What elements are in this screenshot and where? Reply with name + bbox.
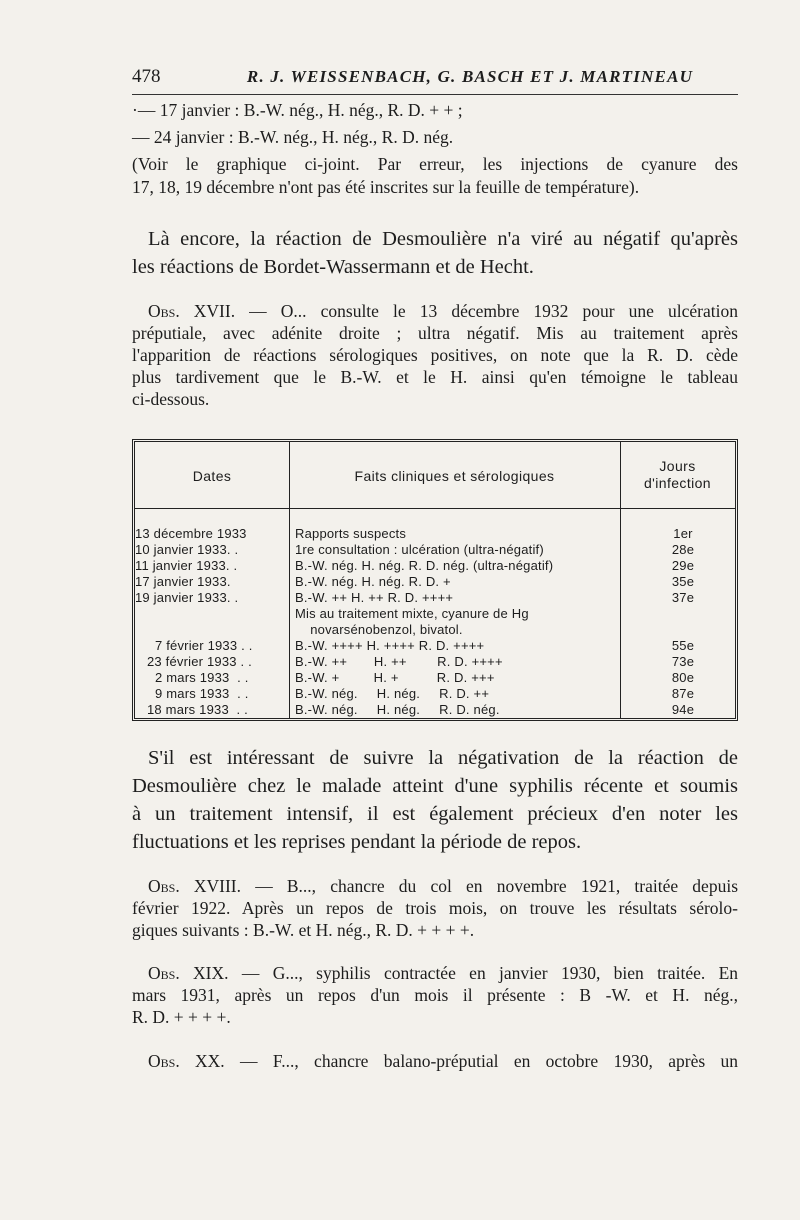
- table-row-5-faits: B.-W. ++ H. ++ R. D. ++++: [295, 590, 454, 605]
- table-row-10-date: 2 mars 1933 . .: [155, 670, 249, 685]
- table-row-2-jours: 28e: [671, 542, 695, 557]
- header-faits: Faits cliniques et sérologiques: [354, 468, 555, 484]
- obs18-label: Obs. XVIII.: [148, 876, 242, 896]
- obs17-line-5: ci-dessous.: [132, 389, 210, 409]
- table-row-11-faits: B.-W. nég. H. nég. R. D. ++: [295, 686, 490, 701]
- obs18-text-1: — B..., chancre du col en novembre 1921, traitée depuis: [241, 876, 738, 896]
- table-row-5-date: 19 janvier 1933. .: [135, 590, 239, 605]
- table-row-1-date: 13 décembre 1933: [135, 526, 247, 541]
- obs17-line-3: l'apparition de réactions sérologiques positives, on note que la R. D. cède: [132, 345, 738, 365]
- table-row-1-jours: 1er: [673, 526, 693, 541]
- obs19-label: Obs. XIX.: [148, 963, 229, 983]
- header-rule-faits: [289, 508, 620, 509]
- table-row-6-faits: Mis au traitement mixte, cyanure de Hg: [295, 606, 529, 621]
- table-row-10-jours: 80e: [671, 670, 695, 685]
- header-rule-dates: [135, 508, 289, 509]
- para1-line-3: (Voir le graphique ci-joint. Par erreur, les injections de cyanure des: [132, 154, 738, 174]
- obs19-text-1: — G..., syphilis contractée en janvier 1930, bien traitée. En: [228, 963, 739, 983]
- para1-line-1: ·— 17 janvier : B.-W. nég., H. nég., R. D. + + ;: [132, 100, 463, 120]
- table-row-2-date: 10 janvier 1933. .: [135, 542, 239, 557]
- obs17-line-2: préputiale, avec adénite droite ; ultra négatif. Mis au traitement après: [132, 323, 738, 343]
- table-row-12-faits: B.-W. nég. H. nég. R. D. nég.: [295, 702, 500, 717]
- table-row-1-faits: Rapports suspects: [295, 526, 407, 541]
- obs18-line-2: février 1922. Après un repos de trois mois, on trouve les résultats sérolo-: [132, 898, 738, 918]
- table-row-4-faits: B.-W. nég. H. nég. R. D. +: [295, 574, 451, 589]
- para3-line-2: Desmoulière chez le malade atteint d'une syphilis récente et soumis: [132, 775, 738, 797]
- table-row-11-date: 9 mars 1933 . .: [155, 686, 249, 701]
- table-row-8-date: 7 février 1933 . .: [155, 638, 253, 653]
- para3-line-1: S'il est intéressant de suivre la négativation de la réaction de: [148, 747, 738, 769]
- obs18-line-3: giques suivants : B.-W. et H. nég., R. D. + + + +.: [132, 920, 475, 940]
- para3-line-4: fluctuations et les reprises pendant la période de repos.: [132, 831, 582, 853]
- para3-line-3: à un traitement intensif, il est également précieux d'en noter les: [132, 803, 738, 825]
- obs19-line-2: mars 1931, après un repos d'un mois il présente : B -W. et H. nég.,: [132, 985, 738, 1005]
- table-row-3-jours: 29e: [671, 558, 695, 573]
- obs20-text-1: — F..., chancre balano-préputial en octobre 1930, après un: [224, 1051, 738, 1071]
- obs17-line-4: plus tardivement que le B.-W. et le H. ainsi qu'en témoigne le tableau: [132, 367, 738, 387]
- header-rule-jours: [620, 508, 735, 509]
- table-row-3-faits: B.-W. nég. H. nég. R. D. nég. (ultra-négatif): [295, 558, 554, 573]
- obs17-line-1: [148, 301, 738, 322]
- table-row-9-faits: B.-W. ++ H. ++ R. D. ++++: [295, 654, 503, 669]
- para1-line-4: 17, 18, 19 décembre n'ont pas été inscrites sur la feuille de température).: [132, 177, 640, 197]
- header-jours-line-2: d'infection: [643, 475, 711, 491]
- obs17-label: Obs. XVII.: [148, 301, 236, 321]
- table-row-12-jours: 94e: [671, 702, 695, 717]
- table-row-12-date: 18 mars 1933 . .: [147, 702, 248, 717]
- obs18-line-1: [148, 876, 738, 897]
- header-dates: Dates: [192, 468, 232, 484]
- table-row-8-faits: B.-W. ++++ H. ++++ R. D. ++++: [295, 638, 485, 653]
- running-title: R. J. WEISSENBACH, G. BASCH ET J. MARTINEAU: [246, 67, 694, 86]
- table-row-8-jours: 55e: [671, 638, 695, 653]
- table-row-9-date: 23 février 1933 . .: [147, 654, 252, 669]
- header-jours-line-1: Jours: [659, 458, 696, 474]
- obs19-line-1: [148, 963, 738, 984]
- header-jours: [620, 458, 735, 492]
- table-row-11-jours: 87e: [671, 686, 695, 701]
- table-row-7-faits: novarsénobenzol, bivatol.: [295, 622, 463, 637]
- table-row-10-faits: B.-W. + H. + R. D. +++: [295, 670, 495, 685]
- table-row-3-date: 11 janvier 1933. .: [135, 558, 238, 573]
- data-table: [132, 439, 738, 721]
- page-number: 478: [132, 66, 161, 87]
- obs20-line-1: [148, 1051, 738, 1072]
- table-row-2-faits: 1re consultation : ulcération (ultra-négatif): [295, 542, 544, 557]
- obs17-text-1: — O... consulte le 13 décembre 1932 pour une ulcération: [235, 301, 739, 321]
- table-row-4-jours: 35e: [671, 574, 695, 589]
- para1-line-2: — 24 janvier : B.-W. nég., H. nég., R. D. nég.: [132, 127, 454, 147]
- para2-line-1: Là encore, la réaction de Desmoulière n'a viré au négatif qu'après: [148, 228, 738, 250]
- table-row-4-date: 17 janvier 1933.: [135, 574, 231, 589]
- page-header: [132, 64, 738, 95]
- table-row-9-jours: 73e: [671, 654, 695, 669]
- para2-line-2: les réactions de Bordet-Wassermann et de Hecht.: [132, 256, 534, 278]
- obs20-label: Obs. XX.: [148, 1051, 225, 1071]
- obs19-line-3: R. D. + + + +.: [132, 1007, 231, 1027]
- table-row-5-jours: 37e: [671, 590, 695, 605]
